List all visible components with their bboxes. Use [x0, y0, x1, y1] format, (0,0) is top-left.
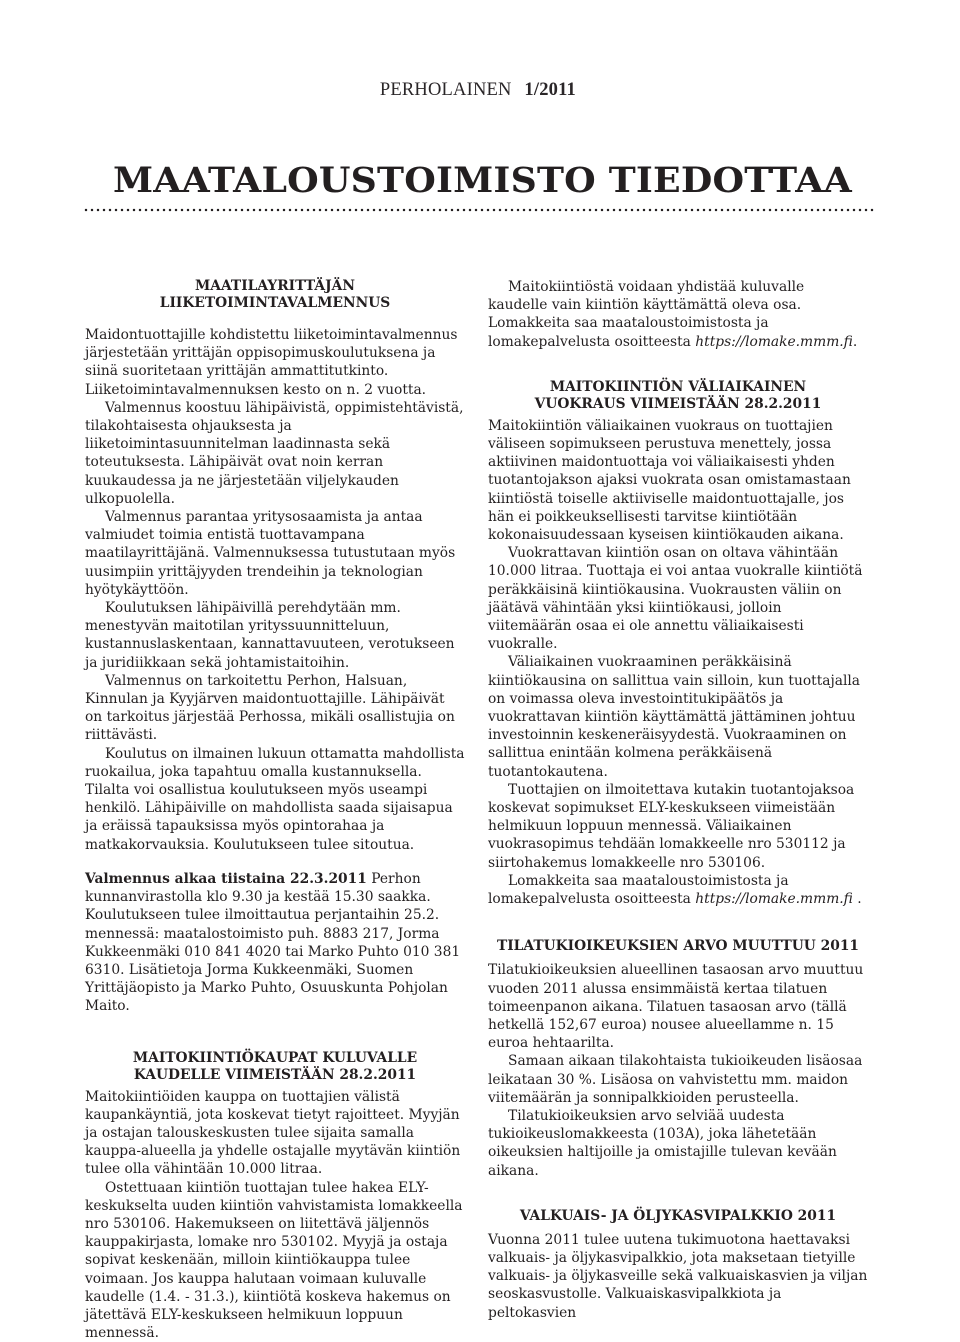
paragraph: Maidontuottajille kohdistettu liiketoimintavalmennus järjestetään yrittäjän oppisopimuskoulutuksena ja siinä suoritetaan yrittäjän ammattitutkinto. Liiketoimintavalmennuksen kesto on n. 2 vuotta.	[85, 327, 458, 398]
section-tilatukioikeudet	[488, 938, 868, 1179]
section-valiaikainen-vuokraus	[488, 379, 868, 908]
paragraph: Tilatukioikeuksien alueellinen tasaosan arvo muuttuu vuoden 2011 alussa ensimmäistä kertaa tilatuen toimeenpanon aikana. Tilatuen tasaosan arvo (tällä hetkellä 152,67 euroa) nousee alueellamme n. 15 euroa hehtaarilta.	[488, 962, 864, 1052]
paragraph: Samaan aikaan tilakohtaista tukioikeuden lisäosaa leikataan 30 %. Lisäosa on vahvistettu mm. maidon viitemäärän ja sonnipalkkioiden perusteella.	[488, 1053, 863, 1106]
paragraph	[488, 278, 868, 351]
section-heading: MAITOKIINTIÖN VÄLIAIKAINEN	[549, 378, 807, 395]
paragraph: Väliaikainen vuokraaminen peräkkäisinä kiintiökausina on sallittua vain silloin, kun tuottajalla on voimassa oleva investointitukipäätös ja vuokrattavan kiintiön käyttämättä jättäminen johtuu investoinnin keskeneräisyydestä. Vuokraaminen on sallittua enintään kolmena peräkkäisenä tuotantokautena.	[488, 654, 861, 780]
paragraph-text: .	[852, 891, 862, 908]
paragraph: Valmennus parantaa yritysosaamista ja antaa valmiudet toimia entistä tuottavampana maatilayrittäjänä. Valmennuksessa tutustutaan myös uusimpiin yrittäjyyden trendeihin ja teknologian hyötykäyttöön.	[85, 509, 456, 598]
page-header	[0, 80, 576, 101]
paragraph: Vuonna 2011 tulee uutena tukimuotona haettavaksi valkuais- ja öljykasvipalkkio, jota maksetaan tietyille valkuais- ja öljykasveille sekä valkuaiskasvien ja viljan seoskasvustolle. Valkuaiskasvipalkkiota ja peltokasvien	[488, 1231, 868, 1321]
paragraph-text: Lomakkeita saa maataloustoimistosta ja lomakepalvelusta osoitteesta	[488, 872, 789, 908]
paragraph: Maitokiintiön väliaikainen vuokraus on tuottajien väliseen sopimukseen perustuva menettely, jossa aktiivinen maidontuottaja voi väliaikaisesti yhden tuotantojakson ajaksi vuokrata osan omistamastaan kiintiöstä toiselle aktiiviselle maidontuottajalle, jos hän ei poikkeuksellisesti tarvitse kiintiötään kokonaisuudessaan kyseisen kiintiökauden aikana.	[488, 417, 851, 544]
start-date-highlight: Valmennus alkaa tiistaina 22.3.2011	[85, 870, 367, 887]
lomake-link[interactable]: https://lomake.mmm.fi	[695, 333, 853, 350]
section-heading: MAATILAYRITTÄJÄN	[195, 278, 355, 294]
paragraph: Tuottajien on ilmoitettava kutakin tuotantojaksoa koskevat sopimukset ELY-keskukseen viimeistään helmikuun loppuun mennessä. Väliaikainen vuokrasopimus tehdään lomakkeelle nro 530112 ja siirtohakemus lomakkeelle nro 530106.	[488, 781, 855, 871]
paragraph: Vuokrattavan kiintiön osan on oltava vähintään 10.000 litraa. Tuottaja ei voi antaa vuokralle kiintiötä peräkkäisinä kiintiökausina. Vuokrausten väliin on jäätävä vähintään yksi kiintiökausi, jolloin viitemäärän osaa ei ole annettu väliaikaisesti vuokralle.	[488, 545, 863, 653]
section-heading: VUOKRAUS VIIMEISTÄÄN 28.2.2011	[534, 395, 822, 412]
paragraph: Valmennus koostuu lähipäivistä, oppimistehtävistä, tilakohtaisesta ohjauksesta ja liiketoimintasuunnitelman laadinnasta sekä toteutuksesta. Lähipäivät ovat noin kerran kuukaudessa ja ne järjestetään viljelykauden ulkopuolella.	[85, 399, 464, 507]
section-heading: TILATUKIOIKEUKSIEN ARVO MUUTTUU 2011	[496, 938, 860, 955]
section-heading: MAITOKIINTIÖKAUPAT KULUVALLE	[132, 1049, 418, 1066]
paragraph: Koulutuksen lähipäivillä perehdytään mm. menestyvän maitotilan yrityssuunnitteluun, kustannuslaskentaan, kannattavuuteen, verotukseen ja juridiikkaan sekä johtamistaitoihin.	[85, 600, 455, 671]
paragraph: Valmennus on tarkoitettu Perhon, Halsuan, Kinnulan ja Kyyjärven maidontuottajille. Lähipäivät on tarkoitus järjestää Perhossa, mikäli osallistujia on riittävästi.	[85, 672, 455, 744]
paragraph: Maitokiintiöiden kauppa on tuottajien välistä kaupankäyntiä, jota koskevat tietyt rajoitteet. Myyjän ja ostajan talouskeskusten tulee sijaita samalla kauppa-alueella ja yhdelle ostajalle myytävän kiintiön tulee olla vähintään 10.000 litraa.	[85, 1088, 461, 1178]
page-title: MAATALOUSTOIMISTO TIEDOTTAA	[113, 160, 852, 201]
publication-name: PERHOLAINEN	[379, 80, 512, 100]
lomake-link[interactable]: https://lomake.mmm.fi	[695, 891, 853, 908]
section-heading: VALKUAIS- JA ÖLJYKASVIPALKKIO 2011	[519, 1207, 837, 1224]
paragraph-text: Maitokiintiöstä voidaan yhdistää kuluvalle kaudelle vain kiintiön käyttämättä oleva osa. Lomakkeita saa maataloustoimistosta ja lomakepalvelusta osoitteesta	[488, 279, 805, 350]
section-maitokiintiokaupat	[85, 1050, 465, 1342]
paragraph: Tilatukioikeuksien arvo selviää uudesta tukioikeuslomakkeesta (103A), joka lähetetään oikeuksien haltijoille ja omistajille tulevan kevään aikana.	[488, 1107, 837, 1179]
paragraph	[85, 870, 465, 1016]
paragraph-text: Perhon kunnanvirastolla klo 9.30 ja kestää 15.30 saakka. Koulutukseen tulee ilmoittautua perjantaihin 25.2. mennessä: maatalostoimisto puh. 8883 217, Jorma Kukkeenmäki 010 841 4020 tai Marko Puhto 010 381 6310. Lisätietoja Jorma Kukkeenmäki, Suomen Yrittäjäopisto ja Marko Puhto, Osuuskunta Pohjolan Maito.	[85, 870, 461, 1015]
dotted-divider	[83, 208, 875, 212]
right-column	[488, 278, 868, 1322]
left-column	[85, 278, 465, 1342]
paragraph: Ostettuaan kiintiön tuottajan tulee hakea ELY-keskukselta uuden kiintiön vahvistamista lomakkeella nro 530106. Hakemukseen on liitettävä jäljennös kauppakirjasta, lomake nro 530102. Myyjä ja ostaja sopivat keskenään, milloin kiintiökauppa tulee voimaan. Jos kauppa halutaan voimaan kuluvalle kaudelle (1.4. - 31.3.), kiintiötä koskeva hakemus on jätettävä ELY-keskukseen helmikuun loppuun mennessä.	[85, 1179, 463, 1342]
paragraph-text: .	[852, 333, 858, 350]
section-liiketoimintavalmennus	[85, 278, 465, 1016]
section-heading: LIIKETOIMINTAVALMENNUS	[159, 295, 391, 311]
paragraph: Koulutus on ilmainen lukuun ottamatta mahdollista ruokailua, joka tapahtuu omalla kustannuksella. Tilalta voi osallistua koulutukseen myös useampi henkilö. Lähipäiville on mahdollista saada sijaisapua ja eräissä tapauksissa myös opintorahaa ja matkakorvauksia. Koulutukseen tulee sitoutua.	[85, 745, 465, 853]
section-valkuais-oljykasvipalkkio	[488, 1208, 868, 1322]
paragraph	[488, 872, 868, 908]
section-heading: KAUDELLE VIIMEISTÄÄN 28.2.2011	[133, 1066, 417, 1083]
issue-number: 1/2011	[524, 80, 576, 100]
